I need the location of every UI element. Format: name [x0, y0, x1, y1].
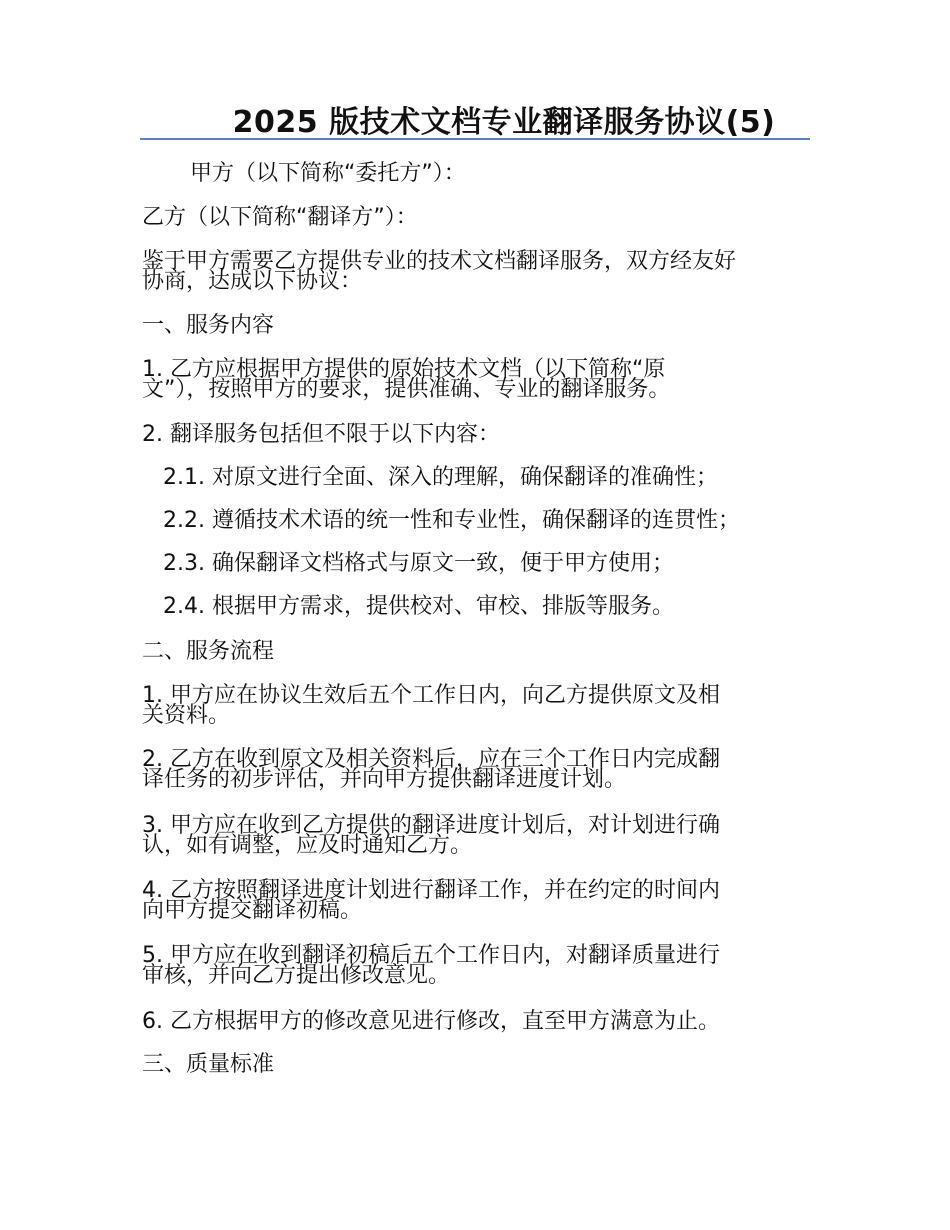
paragraph-line: 1. 甲方应在协议生效后五个工作日内，向乙方提供原文及相 [142, 683, 720, 708]
section-heading-service-content: 一、服务内容 [142, 313, 275, 338]
subitem-2-3: 2.3. 确保翻译文档格式与原文一致，便于甲方使用； [163, 551, 674, 576]
subitem-2-2: 2.2. 遵循技术术语的统一性和专业性，确保翻译的连贯性； [163, 508, 740, 533]
section2-item5 [142, 943, 812, 988]
paragraph-line: 关资料。 [142, 703, 231, 728]
section2-item3 [142, 813, 812, 858]
section2-item4 [142, 878, 812, 923]
paragraph-line: 1. 乙方应根据甲方提供的原始技术文档（以下简称“原 [142, 357, 666, 382]
subitem-2-4: 2.4. 根据甲方需求，提供校对、审校、排版等服务。 [163, 594, 674, 619]
section2-item2 [142, 747, 812, 792]
paragraph-line: 文”），按照甲方的要求，提供准确、专业的翻译服务。 [142, 377, 671, 402]
party-a-line: 甲方（以下简称“委托方”）： [190, 161, 466, 186]
document-title: 2025 版技术文档专业翻译服务协议(5) [232, 105, 776, 140]
section2-item1 [142, 683, 812, 728]
section-heading-service-process: 二、服务流程 [142, 639, 275, 664]
party-b-line: 乙方（以下简称“翻译方”）： [142, 205, 418, 230]
paragraph-line: 5. 甲方应在收到翻译初稿后五个工作日内，对翻译质量进行 [142, 943, 720, 968]
paragraph-line: 3. 甲方应在收到乙方提供的翻译进度计划后，对计划进行确 [142, 813, 720, 838]
preamble-line: 鉴于甲方需要乙方提供专业的技术文档翻译服务，双方经友好 [142, 249, 737, 274]
section-heading-quality-standard: 三、质量标准 [142, 1052, 275, 1077]
preamble-paragraph [142, 249, 812, 294]
title-underline [140, 138, 810, 140]
paragraph-line: 审核，并向乙方提出修改意见。 [142, 963, 451, 988]
paragraph-line: 4. 乙方按照翻译进度计划进行翻译工作，并在约定的时间内 [142, 878, 720, 903]
paragraph-line: 译任务的初步评估，并向甲方提供翻译进度计划。 [142, 767, 627, 792]
paragraph-line: 向甲方提交翻译初稿。 [142, 898, 363, 923]
preamble-line: 协商，达成以下协议： [142, 269, 363, 294]
section1-item1 [142, 357, 812, 402]
paragraph-line: 2. 乙方在收到原文及相关资料后，应在三个工作日内完成翻 [142, 747, 720, 772]
section2-item6: 6. 乙方根据甲方的修改意见进行修改，直至甲方满意为止。 [142, 1009, 720, 1034]
paragraph-line: 认，如有调整，应及时通知乙方。 [142, 833, 473, 858]
section1-item2: 2. 翻译服务包括但不限于以下内容： [142, 422, 500, 447]
subitem-2-1: 2.1. 对原文进行全面、深入的理解，确保翻译的准确性； [163, 465, 718, 490]
